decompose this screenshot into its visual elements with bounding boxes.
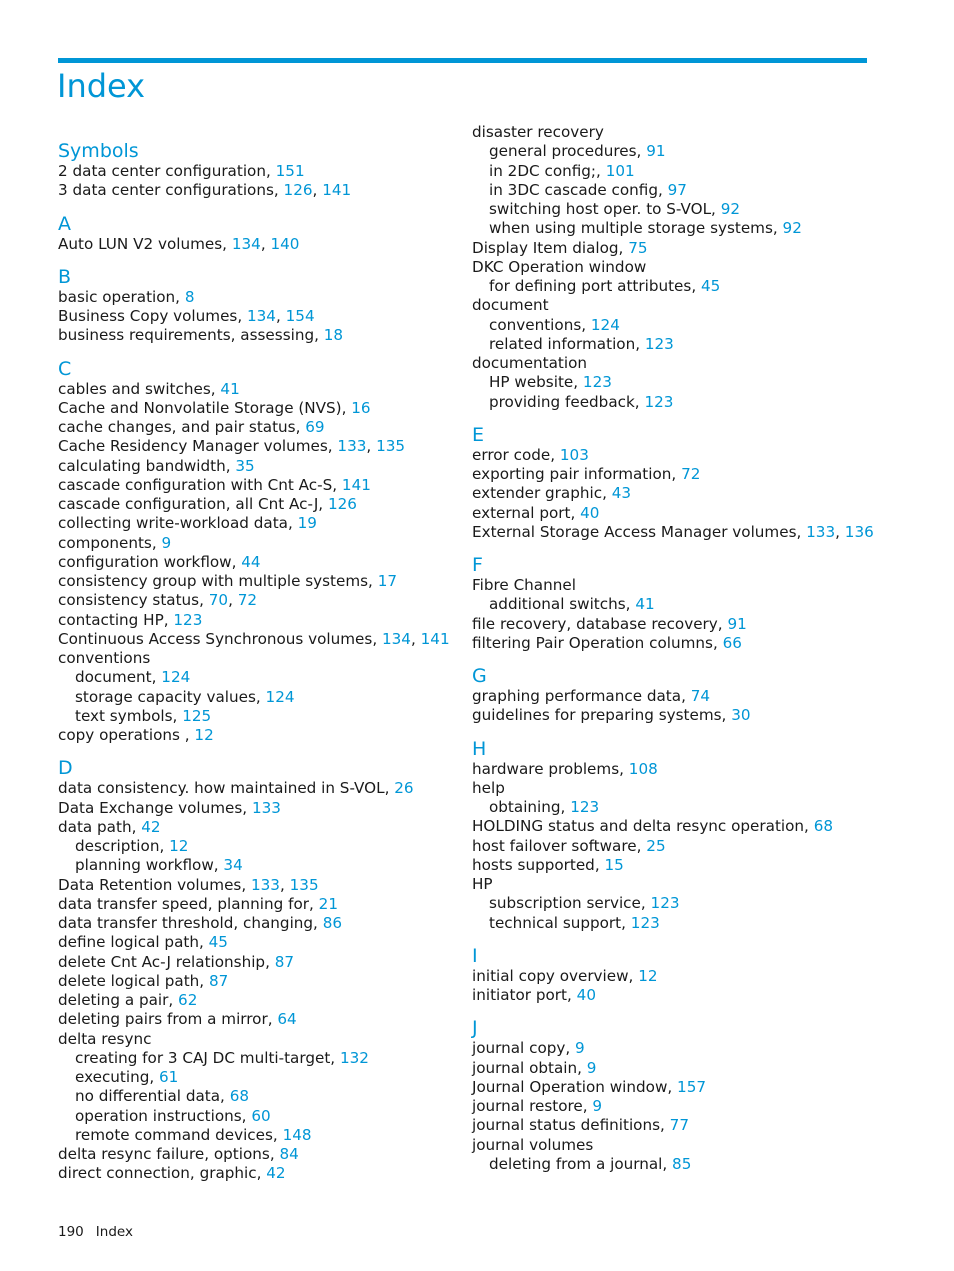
- page-link[interactable]: 148: [282, 1125, 312, 1144]
- index-entry: [58, 799, 281, 818]
- page-link[interactable]: 141: [341, 475, 371, 494]
- page-link[interactable]: 135: [376, 437, 406, 456]
- index-entry: [472, 967, 658, 986]
- entry-term: Auto LUN V2 volumes,: [58, 234, 232, 253]
- page-title: Index: [57, 67, 146, 105]
- page-link[interactable]: 62: [178, 991, 198, 1009]
- index-entry: [472, 1136, 593, 1155]
- entry-term: exporting pair information,: [472, 465, 682, 483]
- index-entry: [58, 307, 315, 326]
- entry-term: guidelines for preparing systems,: [472, 706, 732, 725]
- page-link[interactable]: 123: [173, 610, 203, 629]
- page-link[interactable]: 108: [628, 759, 658, 778]
- entry-term: direct connection, graphic,: [58, 1164, 267, 1183]
- entry-term: Cache Residency Manager volumes,: [58, 437, 338, 456]
- index-entry: [472, 634, 742, 653]
- page-link[interactable]: 25: [646, 836, 666, 855]
- index-subentry: [75, 668, 190, 687]
- page-link[interactable]: 75: [628, 238, 648, 257]
- page-link[interactable]: 133: [251, 798, 281, 817]
- page-link[interactable]: 101: [605, 161, 635, 180]
- page-link[interactable]: 60: [251, 1106, 271, 1125]
- section-heading: D: [58, 757, 73, 780]
- page-link[interactable]: 45: [700, 277, 721, 295]
- index-subentry: [75, 1049, 369, 1068]
- page-separator: ,: [228, 591, 238, 610]
- section-heading: A: [58, 212, 71, 235]
- index-entry: [472, 465, 700, 484]
- entry-term: graphing performance data,: [472, 687, 691, 705]
- index-subentry: [75, 856, 243, 875]
- index-subentry: [489, 373, 612, 392]
- page-link[interactable]: 132: [339, 1048, 369, 1067]
- index-entry: [472, 1059, 596, 1078]
- entry-term: for defining port attributes,: [489, 277, 701, 295]
- entry-term: journal status definitions,: [472, 1116, 670, 1135]
- index-entry: [58, 495, 357, 514]
- page-footer: [58, 1223, 133, 1241]
- index-entry: [472, 856, 624, 875]
- index-entry: [472, 817, 833, 836]
- page-link[interactable]: 154: [285, 307, 315, 325]
- page-link[interactable]: 125: [182, 706, 212, 725]
- entry-term: description,: [75, 837, 170, 855]
- page-separator: ,: [312, 181, 323, 200]
- index-entry: [58, 326, 343, 345]
- entry-term: error code,: [472, 445, 560, 464]
- entry-term: deleting a pair,: [58, 991, 179, 1009]
- entry-term: in 3DC cascade config,: [489, 180, 668, 199]
- entry-term: operation instructions,: [75, 1106, 252, 1125]
- entry-term: planning workflow,: [75, 856, 224, 875]
- page-link[interactable]: 124: [265, 687, 295, 706]
- index-entry: [58, 1030, 151, 1049]
- page-link[interactable]: 124: [590, 315, 620, 334]
- index-entry: [58, 457, 255, 476]
- index-entry: [58, 991, 197, 1010]
- entry-term: business requirements, assessing,: [58, 326, 324, 345]
- entry-term: delete Cnt Ac-J relationship,: [58, 952, 275, 971]
- index-entry: [472, 446, 589, 465]
- index-entry: [58, 972, 228, 991]
- index-entry: [472, 258, 646, 277]
- page-link[interactable]: 91: [727, 614, 747, 633]
- entry-term: file recovery, database recovery,: [472, 614, 728, 633]
- index-subentry: [75, 837, 188, 856]
- index-subentry: [489, 393, 673, 412]
- page-link[interactable]: 134: [231, 234, 261, 253]
- entry-term: in 2DC config;,: [489, 161, 606, 180]
- index-entry: [58, 630, 450, 649]
- section-heading: F: [472, 554, 483, 576]
- entry-term: HOLDING status and delta resync operation,: [472, 817, 814, 836]
- page-link[interactable]: 43: [611, 484, 632, 503]
- page-link[interactable]: 34: [223, 856, 243, 875]
- entry-term: journal volumes: [472, 1135, 594, 1154]
- page-link[interactable]: 12: [194, 726, 214, 744]
- entry-term: executing,: [75, 1068, 160, 1086]
- index-entry: [58, 726, 214, 745]
- title-rule: [58, 58, 867, 63]
- entry-term: Continuous Access Synchronous volumes,: [58, 629, 382, 648]
- page-link[interactable]: 61: [159, 1068, 179, 1086]
- footer-page-number: 190: [58, 1224, 84, 1240]
- index-subentry: [489, 335, 674, 354]
- index-entry: [472, 504, 599, 523]
- page-link[interactable]: 124: [161, 668, 191, 687]
- entry-term: additional switchs,: [489, 595, 636, 614]
- entry-term: host failover software,: [472, 836, 647, 855]
- page-link[interactable]: 68: [229, 1087, 250, 1106]
- entry-term: related information,: [489, 334, 645, 353]
- page-separator: ,: [366, 437, 377, 456]
- section-heading: G: [472, 665, 487, 687]
- index-entry: [58, 1145, 299, 1164]
- index-subentry: [489, 219, 802, 238]
- index-entry: [58, 895, 338, 914]
- page-link[interactable]: 140: [270, 234, 300, 253]
- page-link[interactable]: 35: [235, 456, 255, 475]
- footer-section-label: Index: [95, 1224, 133, 1240]
- entry-term: cables and switches,: [58, 379, 221, 398]
- page-link[interactable]: 141: [322, 181, 352, 200]
- entry-term: Fibre Channel: [472, 576, 576, 594]
- index-subentry: [75, 1087, 249, 1106]
- entry-term: creating for 3 CAJ DC multi-target,: [75, 1048, 340, 1067]
- index-subentry: [489, 798, 599, 817]
- page-link[interactable]: 64: [277, 1010, 297, 1029]
- index-subentry: [489, 277, 720, 296]
- page-link[interactable]: 18: [323, 326, 344, 345]
- entry-term: copy operations ,: [58, 726, 195, 744]
- entry-term: Business Copy volumes,: [58, 307, 247, 325]
- section-heading: I: [472, 944, 478, 967]
- section-heading: H: [472, 737, 487, 760]
- page-link[interactable]: 9: [575, 1039, 585, 1058]
- entry-term: consistency status,: [58, 591, 209, 610]
- page-link[interactable]: 12: [638, 966, 658, 985]
- index-entry: [472, 296, 549, 315]
- page-link[interactable]: 135: [289, 875, 319, 894]
- page-link[interactable]: 123: [582, 373, 612, 392]
- index-entry: [472, 1097, 602, 1116]
- entry-term: cascade configuration, all Cnt Ac-J,: [58, 495, 328, 513]
- index-subentry: [75, 707, 211, 726]
- entry-term: 3 data center configurations,: [58, 181, 284, 200]
- entry-term: technical support,: [489, 913, 631, 932]
- entry-term: DKC Operation window: [472, 257, 647, 276]
- page-link[interactable]: 91: [646, 142, 666, 161]
- index-entry: [58, 399, 371, 418]
- index-entry: [58, 818, 161, 837]
- index-subentry: [489, 142, 666, 161]
- entry-term: basic operation,: [58, 287, 185, 306]
- index-entry: [472, 779, 505, 798]
- entry-term: Data Exchange volumes,: [58, 798, 252, 817]
- index-entry: [472, 484, 631, 503]
- entry-term: Data Retention volumes,: [58, 875, 251, 894]
- page-link[interactable]: 157: [677, 1077, 707, 1096]
- page-link[interactable]: 97: [667, 180, 687, 199]
- entry-term: Journal Operation window,: [472, 1077, 678, 1096]
- index-entry: [58, 534, 171, 553]
- index-entry: [472, 1039, 585, 1058]
- index-entry: [472, 706, 751, 725]
- entry-term: delta resync: [58, 1029, 152, 1048]
- entry-term: extender graphic,: [472, 484, 612, 503]
- page-link[interactable]: 69: [305, 418, 325, 436]
- index-subentry: [489, 200, 740, 219]
- entry-term: journal obtain,: [472, 1058, 587, 1077]
- entry-term: text symbols,: [75, 706, 183, 725]
- page-link[interactable]: 126: [283, 181, 313, 200]
- entry-term: documentation: [472, 354, 588, 372]
- index-subentry: [489, 894, 680, 913]
- index-entry: [472, 615, 747, 634]
- index-entry: [58, 380, 240, 399]
- page-separator: ,: [279, 875, 290, 894]
- entry-term: components,: [58, 533, 162, 552]
- page-separator: ,: [260, 234, 271, 253]
- index-entry: [58, 162, 305, 181]
- page-link[interactable]: 12: [169, 837, 189, 855]
- entry-term: filtering Pair Operation columns,: [472, 633, 723, 652]
- page-link[interactable]: 19: [297, 514, 317, 533]
- entry-term: conventions: [58, 649, 151, 667]
- index-entry: [58, 1164, 286, 1183]
- entry-term: cascade configuration with Cnt Ac-S,: [58, 475, 342, 494]
- index-entry: [472, 1116, 689, 1135]
- index-entry: [58, 514, 317, 533]
- page-link[interactable]: 68: [813, 817, 834, 836]
- page-link[interactable]: 30: [731, 706, 751, 725]
- section-heading: C: [58, 357, 72, 380]
- page-link[interactable]: 66: [722, 633, 742, 652]
- page-link[interactable]: 72: [237, 591, 258, 610]
- entry-term: delta resync failure, options,: [58, 1145, 280, 1163]
- page-link[interactable]: 134: [381, 629, 411, 648]
- section-heading: B: [58, 265, 72, 288]
- page-link[interactable]: 77: [669, 1116, 689, 1135]
- section-heading: Symbols: [58, 140, 139, 162]
- entry-term: HP: [472, 875, 493, 893]
- page-link[interactable]: 16: [351, 398, 371, 417]
- index-subentry: [489, 316, 620, 335]
- page-link[interactable]: 84: [279, 1145, 299, 1163]
- page-link[interactable]: 87: [208, 971, 229, 990]
- entry-term: collecting write-workload data,: [58, 514, 298, 533]
- entry-term: switching host oper. to S-VOL,: [489, 200, 721, 218]
- index-entry: [472, 687, 710, 706]
- entry-term: External Storage Access Manager volumes,: [472, 522, 807, 541]
- page-link[interactable]: 123: [650, 894, 680, 913]
- page-separator: ,: [835, 522, 845, 541]
- entry-term: deleting pairs from a mirror,: [58, 1010, 278, 1029]
- page-link[interactable]: 42: [141, 817, 161, 836]
- page-link[interactable]: 92: [720, 200, 741, 218]
- entry-term: data path,: [58, 817, 142, 836]
- page-link[interactable]: 9: [592, 1097, 603, 1115]
- entry-term: journal copy,: [472, 1039, 576, 1058]
- entry-term: data transfer threshold, changing,: [58, 914, 323, 932]
- entry-term: remote command devices,: [75, 1125, 283, 1144]
- entry-term: when using multiple storage systems,: [489, 219, 783, 238]
- index-subentry: [75, 1126, 312, 1145]
- entry-term: deleting from a journal,: [489, 1154, 673, 1173]
- entry-term: data transfer speed, planning for,: [58, 894, 319, 913]
- index-entry: [472, 837, 666, 856]
- entry-term: consistency group with multiple systems,: [58, 572, 378, 590]
- index-entry: [472, 123, 604, 142]
- entry-term: 2 data center configuration,: [58, 162, 276, 180]
- entry-term: general procedures,: [489, 142, 647, 161]
- page-link[interactable]: 136: [844, 522, 874, 541]
- entry-term: subscription service,: [489, 894, 651, 913]
- index-subentry: [75, 1107, 271, 1126]
- section-heading: J: [472, 1017, 478, 1040]
- entry-term: initial copy overview,: [472, 966, 639, 985]
- entry-term: delete logical path,: [58, 971, 209, 990]
- page-separator: ,: [275, 307, 286, 325]
- index-entry: [58, 553, 261, 572]
- page-link[interactable]: 41: [220, 379, 240, 398]
- page-link[interactable]: 103: [559, 445, 589, 464]
- page-link[interactable]: 8: [184, 287, 195, 306]
- page-link[interactable]: 44: [241, 552, 261, 571]
- page-link[interactable]: 42: [266, 1164, 286, 1183]
- page-link[interactable]: 21: [318, 894, 338, 913]
- entry-term: configuration workflow,: [58, 552, 242, 571]
- index-entry: [58, 591, 257, 610]
- page-link[interactable]: 133: [250, 875, 280, 894]
- index-subentry: [489, 1155, 691, 1174]
- index-entry: [472, 239, 648, 258]
- index-entry: [58, 611, 202, 630]
- page-link[interactable]: 151: [275, 162, 305, 180]
- entry-term: journal restore,: [472, 1097, 593, 1115]
- page-link[interactable]: 92: [782, 219, 802, 238]
- entry-term: Display Item dialog,: [472, 238, 629, 257]
- page-link[interactable]: 40: [580, 503, 600, 522]
- page-link[interactable]: 26: [394, 779, 414, 798]
- page-link[interactable]: 15: [604, 855, 624, 874]
- entry-term: hosts supported,: [472, 855, 605, 874]
- index-entry: [472, 875, 493, 894]
- entry-term: help: [472, 778, 505, 797]
- index-entry: [58, 288, 195, 307]
- page-link[interactable]: 133: [806, 522, 836, 541]
- page-link[interactable]: 123: [570, 798, 600, 816]
- entry-term: conventions,: [489, 315, 591, 334]
- entry-term: contacting HP,: [58, 610, 174, 629]
- page-link[interactable]: 133: [337, 437, 367, 456]
- index-subentry: [489, 914, 660, 933]
- page-link[interactable]: 70: [208, 591, 229, 610]
- index-subentry: [75, 1068, 178, 1087]
- page-link[interactable]: 45: [208, 933, 228, 952]
- index-subentry: [489, 181, 687, 200]
- page-link[interactable]: 74: [690, 687, 711, 705]
- index-entry: [58, 649, 150, 668]
- page-link[interactable]: 9: [586, 1058, 597, 1077]
- index-entry: [58, 476, 371, 495]
- page-link[interactable]: 41: [635, 595, 655, 614]
- index-subentry: [75, 688, 295, 707]
- index-entry: [58, 235, 299, 254]
- index-subentry: [489, 162, 635, 181]
- entry-term: cache changes, and pair status,: [58, 418, 306, 436]
- page-link[interactable]: 123: [644, 334, 674, 353]
- entry-term: no differential data,: [75, 1087, 230, 1106]
- entry-term: hardware problems,: [472, 759, 629, 778]
- entry-term: disaster recovery: [472, 123, 604, 141]
- entry-term: initiator port,: [472, 986, 577, 1004]
- page-link[interactable]: 123: [644, 392, 674, 411]
- index-entry: [58, 418, 325, 437]
- index-entry: [58, 779, 414, 798]
- entry-term: HP website,: [489, 373, 583, 392]
- page-link[interactable]: 9: [161, 533, 172, 552]
- index-entry: [472, 1078, 706, 1097]
- index-entry: [58, 933, 228, 952]
- index-entry: [472, 760, 658, 779]
- index-entry: [58, 953, 294, 972]
- index-entry: [58, 914, 342, 933]
- index-entry: [58, 876, 319, 895]
- index-entry: [472, 523, 874, 542]
- page-link[interactable]: 40: [576, 986, 596, 1004]
- index-subentry: [489, 595, 655, 614]
- index-entry: [472, 986, 596, 1005]
- entry-term: data consistency. how maintained in S-VOL,: [58, 779, 395, 798]
- index-entry: [58, 181, 351, 200]
- entry-term: define logical path,: [58, 933, 209, 952]
- entry-term: obtaining,: [489, 798, 571, 816]
- index-entry: [58, 437, 405, 456]
- page-separator: ,: [410, 629, 421, 648]
- entry-term: providing feedback,: [489, 392, 645, 411]
- index-entry: [58, 1010, 297, 1029]
- page-link[interactable]: 86: [322, 914, 343, 932]
- page-link[interactable]: 87: [274, 952, 295, 971]
- page-link[interactable]: 123: [630, 913, 660, 932]
- entry-term: document: [472, 296, 549, 315]
- index-entry: [58, 572, 397, 591]
- page-link[interactable]: 126: [327, 495, 357, 513]
- section-heading: E: [472, 423, 485, 446]
- page-link[interactable]: 85: [672, 1154, 692, 1173]
- page-link[interactable]: 134: [246, 307, 276, 325]
- entry-term: Cache and Nonvolatile Storage (NVS),: [58, 398, 352, 417]
- page-link[interactable]: 17: [377, 572, 398, 590]
- entry-term: document,: [75, 668, 162, 687]
- page-link[interactable]: 141: [420, 629, 450, 648]
- index-entry: [472, 354, 587, 373]
- index-entry: [472, 576, 576, 595]
- page-link[interactable]: 72: [681, 465, 701, 483]
- entry-term: storage capacity values,: [75, 687, 266, 706]
- entry-term: calculating bandwidth,: [58, 456, 236, 475]
- entry-term: external port,: [472, 503, 581, 522]
